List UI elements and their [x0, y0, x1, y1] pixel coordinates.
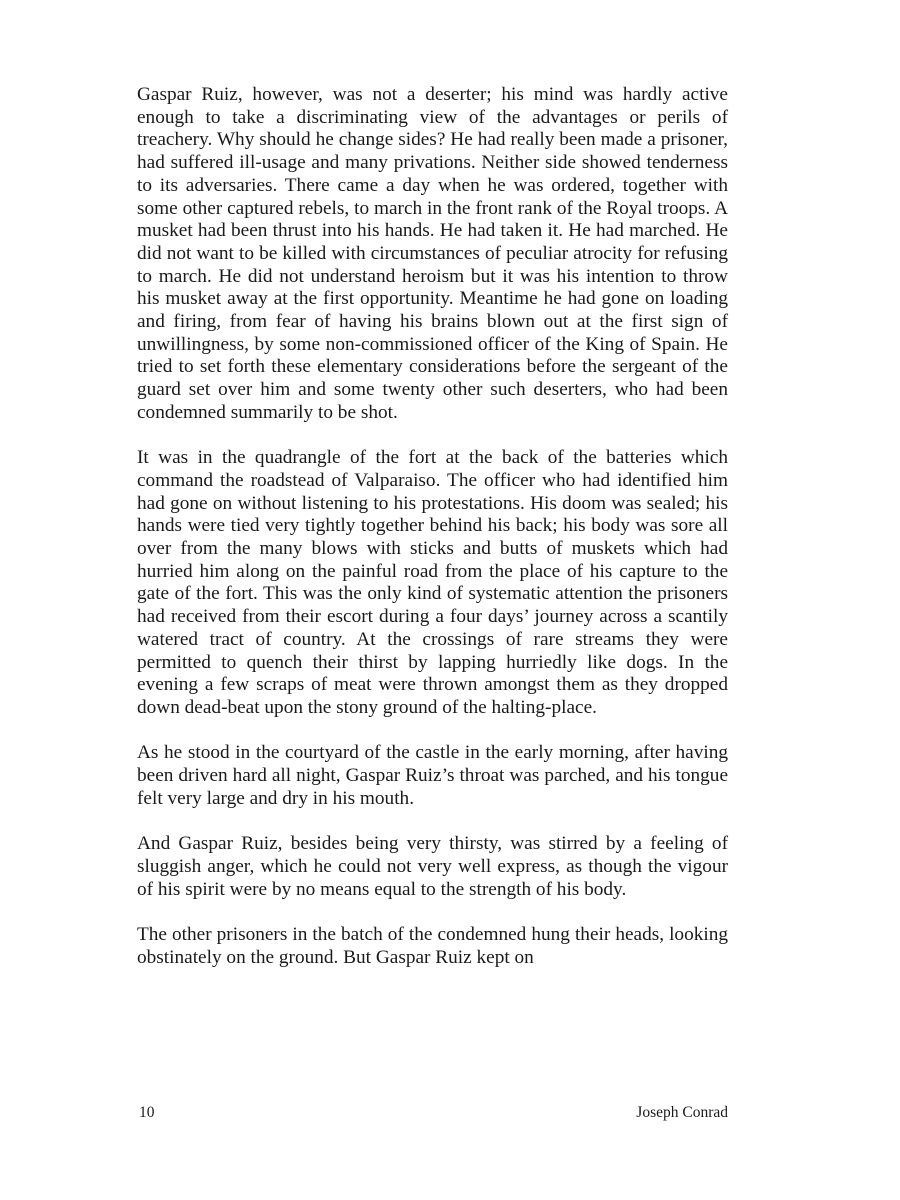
paragraph: Gaspar Ruiz, however, was not a deserter; his mind was hardly active enough to take a discriminating view of the advantages or perils of treachery. Why should he change sides? He had really been made a prisoner, had suffered ill-usage and many privations. Neither side showed tenderness to its adversaries. There came a day when he was ordered, together with some other captured rebels, to march in the front rank of the Royal troops. A musket had been thrust into his hands. He had taken it. He had marched. He did not want to be killed with circumstances of peculiar atrocity for refusing to march. He did not understand heroism but it was his intention to throw his musket away at the first opportunity. Meantime he had gone on loading and firing, from fear of having his brains blown out at the first sign of unwillingness, by some non-commissioned officer of the King of Spain. He tried to set forth these elementary considerations before the sergeant of the guard set over him and some twenty other such deserters, who had been condemned summarily to be shot. [137, 84, 728, 423]
paragraph: As he stood in the courtyard of the castle in the early morning, after having been driven hard all night, Gaspar Ruiz’s throat was parched, and his tongue felt very large and dry in his mouth. [137, 742, 728, 809]
page-number: 10 [139, 1104, 155, 1121]
running-footer-author: Joseph Conrad [636, 1104, 728, 1121]
paragraph: It was in the quadrangle of the fort at the back of the batteries which command the roadstead of Valparaiso. The officer who had identified him had gone on without listening to his protestations. His doom was sealed; his hands were tied very tightly together behind his back; his body was sore all over from the many blows with sticks and butts of muskets which had hurried him along on the painful road from the place of his capture to the gate of the fort. This was the only kind of systematic attention the prisoners had received from their escort during a four days’ journey across a scantily watered tract of country. At the crossings of rare streams they were permitted to quench their thirst by lapping hurriedly like dogs. In the evening a few scraps of meat were thrown amongst them as they dropped down dead-beat upon the stony ground of the halting-place. [137, 447, 728, 718]
paragraph: The other prisoners in the batch of the condemned hung their heads, looking obstinately on the ground. But Gaspar Ruiz kept on [137, 923, 728, 968]
page-body [137, 84, 728, 992]
paragraph: And Gaspar Ruiz, besides being very thirsty, was stirred by a feeling of sluggish anger, which he could not very well express, as though the vigour of his spirit were by no means equal to the strength of his body. [137, 833, 728, 900]
page-footer [137, 1104, 728, 1124]
